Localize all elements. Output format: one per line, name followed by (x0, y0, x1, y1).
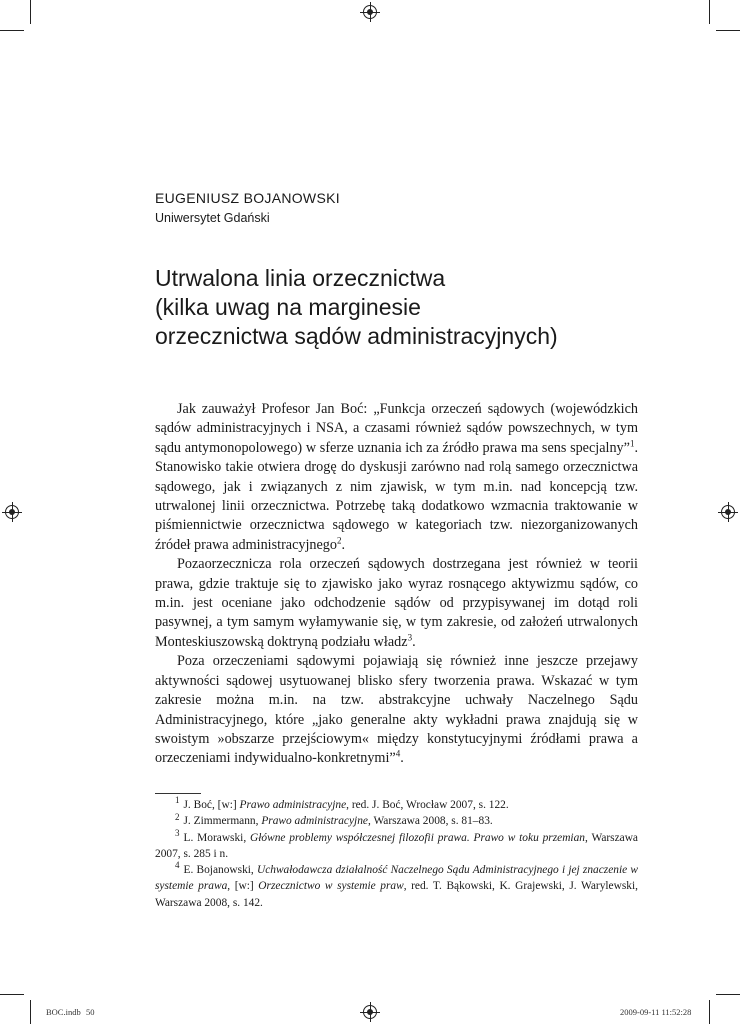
crop-mark (716, 30, 740, 31)
footnote-ref[interactable]: 3 (407, 632, 413, 643)
registration-mark-icon (5, 505, 19, 519)
crop-mark (716, 994, 740, 995)
slug-page: 50 (86, 1007, 95, 1017)
paragraph: Poza orzeczeniami sądowymi pojawiają się również inne jeszcze przejawy aktywności sądowej usytuowanej blisko sfery tworzenia prawa. Wskazać w tym zakresie można m.in. na tzw. abstrakcyjne uchwały Naczelnego Sądu Administracyjnego, które „jako generalne akty wykładni prawa znajdują się w swoistym »obszarze przejściowym« między konstytucyjnymi źródłami prawa a orzeczeniami indywidualno-konkretnymi”$^4$. (155, 653, 638, 767)
title-line: (kilka uwag na marginesie (155, 294, 421, 320)
author-name: EUGENIUSZ BOJANOWSKI (155, 190, 340, 206)
registration-mark-icon (721, 505, 735, 519)
footnote-divider (155, 793, 201, 794)
crop-mark (709, 0, 710, 24)
footnote-ref[interactable]: 4 (395, 748, 401, 759)
slug-timestamp: 2009-09-11 11:52:28 (620, 1007, 692, 1017)
registration-mark-icon (363, 1005, 377, 1019)
footnote: $^2$ J. Zimmermann, Prawo administracyjne, Warszawa 2008, s. 81–83. (175, 811, 493, 828)
registration-mark-icon (363, 5, 377, 19)
footnote-ref[interactable]: 2 (337, 535, 342, 546)
article-title (155, 264, 655, 351)
article-body (155, 400, 638, 769)
crop-mark (0, 30, 24, 31)
author-affiliation: Uniwersytet Gdański (155, 211, 270, 225)
crop-mark (709, 1000, 710, 1024)
paragraph: Pozaorzecznicza rola orzeczeń sądowych dostrzegana jest również w teorii prawa, gdzie traktuje się to zjawisko jako wyraz rosnącego aktywizmu sądów, co m.in. jest oceniane jako odchodzenie sądów od przypisywanej im dotąd roli pasywnej, a tym samym wyłamywanie się, w tym zakresie, od założeń utrwalonych Monteskiuszowską doktryną podziału władz$^3$. (155, 556, 638, 650)
crop-mark (30, 1000, 31, 1024)
paragraph: Jak zauważył Profesor Jan Boć: „Funkcja orzeczeń sądowych (wojewódzkich sądów administracyjnych i NSA, a czasami również sądów powszechnych, w tym sądu antymonopolowego) w sferze uznania ich za źródło prawa ma sens specjalny”$^1$. Stanowisko takie otwiera drogę do dyskusji zarówno nad rolą samego orzecznictwa sądowego, jak i związanych z nim zjawisk, w tym m.in. nad koncepcją tzw. utrwalonej linii orzecznictwa. Potrzebę taką dodatkowo wzmacnia traktowanie w piśmiennictwie orzecznictwa sądowego w kategoriach tzw. niezorganizowanych źródeł prawa administracyjnego$^2$. (155, 401, 638, 553)
title-line: orzecznictwa sądów administracyjnych) (155, 323, 558, 349)
crop-mark (30, 0, 31, 24)
footnote: $^4$ E. Bojanowski, Uchwałodawcza działalność Naczelnego Sądu Administracyjnego i jej znaczenie w systemie prawa, [w:] Orzecznictwo w systemie praw, red. T. Bąkowski, K. Grajewski, J. Warylewski, Warszawa 2008, s. 142. (155, 860, 638, 909)
footnotes (155, 797, 638, 911)
title-line: Utrwalona linia orzecznictwa (155, 265, 446, 291)
footnote: $^1$ J. Boć, [w:] Prawo administracyjne, red. J. Boć, Wrocław 2007, s. 122. (175, 795, 509, 811)
slug-file: BOC.indb (46, 1007, 81, 1017)
footnote: $^3$ L. Morawski, Główne problemy współczesnej filozofii prawa. Prawo w toku przemian, Warszawa 2007, s. 285 i n. (155, 827, 638, 860)
crop-mark (0, 994, 24, 995)
footnote-ref[interactable]: 1 (629, 438, 635, 449)
